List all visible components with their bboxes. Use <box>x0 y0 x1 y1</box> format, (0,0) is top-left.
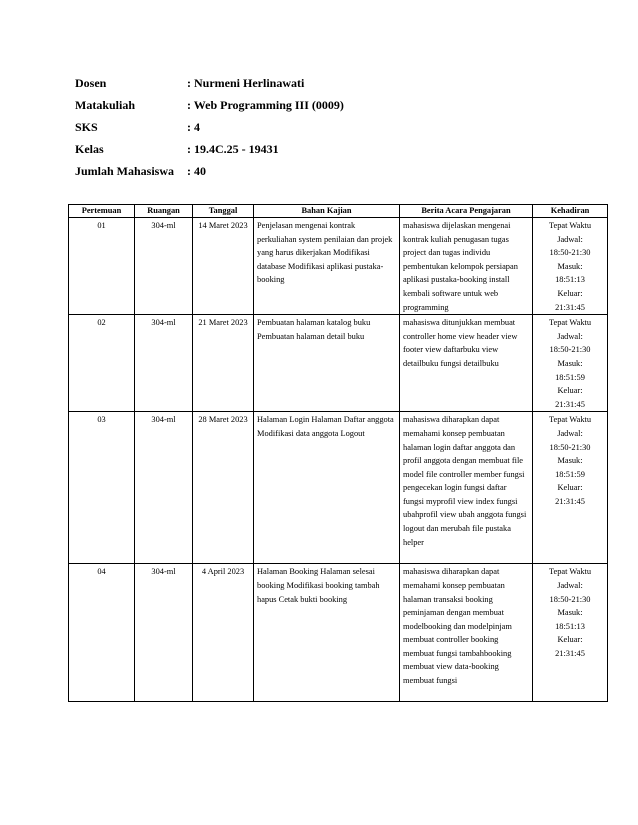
schedule-time: 18:50-21:30 <box>549 594 591 604</box>
room: 304-ml <box>135 218 193 315</box>
check-in-label: Masuk: <box>557 261 583 271</box>
schedule-time: 18:50-21:30 <box>549 442 591 452</box>
check-in-time: 18:51:13 <box>555 275 585 285</box>
check-out-label: Keluar: <box>557 483 583 493</box>
column-header: Tanggal <box>193 205 254 218</box>
attendance <box>533 564 608 702</box>
attendance-status: Tepat Waktu <box>548 221 592 230</box>
check-in-label: Masuk: <box>557 608 583 618</box>
study-material: Halaman Booking Halaman selesai booking Modifikasi booking tambah hapus Cetak bukti booking <box>254 564 400 702</box>
teaching-log-table <box>68 204 608 702</box>
meeting-number: 03 <box>69 412 135 564</box>
check-in-time: 18:51:59 <box>555 469 585 479</box>
field-label: Matakuliah <box>75 98 136 112</box>
table-row <box>69 218 608 315</box>
schedule-label: Jadwal: <box>557 234 583 244</box>
course-info-header <box>75 72 344 182</box>
check-out-label: Keluar: <box>557 288 583 298</box>
field-value: : Nurmeni Herlinawati <box>187 76 305 90</box>
lecturer-row <box>75 72 344 94</box>
attendance-status: Tepat Waktu <box>548 415 592 425</box>
check-in-label: Masuk: <box>557 358 583 368</box>
study-material: Halaman Login Halaman Daftar anggota Modifikasi data anggota Logout <box>254 412 400 564</box>
table-row <box>69 315 608 412</box>
field-value: : 4 <box>187 120 200 134</box>
check-in-time: 18:51:59 <box>555 372 585 382</box>
check-out-time: 21:31:45 <box>555 648 585 658</box>
teaching-report: mahasiswa dijelaskan mengenai kontrak kuliah penugasan tugas project dan tugas individu pembentukan kelompok persiapan aplikasi pustaka-booking install kembali software untuk web programming <box>400 218 533 315</box>
schedule-label: Jadwal: <box>557 580 583 590</box>
room: 304-ml <box>135 564 193 702</box>
table-row <box>69 564 608 702</box>
schedule-time: 18:50-21:30 <box>549 248 591 258</box>
schedule-label: Jadwal: <box>557 331 583 341</box>
meeting-number: 02 <box>69 315 135 412</box>
check-out-label: Keluar: <box>557 386 583 396</box>
field-value: : 40 <box>187 164 206 178</box>
credits-row <box>75 116 344 138</box>
attendance <box>533 315 608 412</box>
field-label: SKS <box>75 120 98 134</box>
check-out-time: 21:31:45 <box>555 302 585 312</box>
check-in-time: 18:51:13 <box>555 621 585 631</box>
teaching-report: mahasiswa diharapkan dapat memahami konsep pembuatan halaman login daftar anggota dan profil anggota dengan membuat file model file controller member fungsi pengecekan login fungsi daftar fungsi myprofil view index fungsi ubahprofil view ubah anggota fungsi logout dan merubah file pustaka helper <box>400 412 533 564</box>
meeting-number: 04 <box>69 564 135 702</box>
attendance <box>533 412 608 564</box>
check-in-label: Masuk: <box>557 456 583 466</box>
column-header: Ruangan <box>135 205 193 218</box>
field-label: Jumlah Mahasiswa <box>75 164 175 178</box>
table-header-row <box>69 205 608 218</box>
date: 4 April 2023 <box>193 564 254 702</box>
column-header: Berita Acara Pengajaran <box>400 205 533 218</box>
check-out-time: 21:31:45 <box>555 399 585 409</box>
attendance-status: Tepat Waktu <box>548 567 592 577</box>
attendance <box>533 218 608 315</box>
teaching-report: mahasiswa diharapkan dapat memahami konsep pembuatan halaman transaksi booking peminjaman dengan membuat modelbooking dan modelpinjam membuat controller booking membuat fungsi tambahbooking membuat view data-booking membuat fungsi <box>400 564 533 702</box>
column-header: Pertemuan <box>69 205 135 218</box>
meeting-number: 01 <box>69 218 135 315</box>
study-material: Penjelasan mengenai kontrak perkuliahan system penilaian dan projek yang harus dikerjakan Modifikasi database Modifikasi aplikasi pustaka-booking <box>254 218 400 315</box>
column-header: Bahan Kajian <box>254 205 400 218</box>
attendance-status: Tepat Waktu <box>548 318 592 328</box>
field-label: Dosen <box>75 76 107 90</box>
study-material: Pembuatan halaman katalog buku Pembuatan halaman detail buku <box>254 315 400 412</box>
teaching-report: mahasiswa ditunjukkan membuat controller home view header view footer view daftarbuku view detailbuku fungsi detailbuku <box>400 315 533 412</box>
check-out-time: 21:31:45 <box>555 496 585 506</box>
field-value: : 19.4C.25 - 19431 <box>187 142 279 156</box>
room: 304-ml <box>135 315 193 412</box>
check-out-label: Keluar: <box>557 635 583 645</box>
field-label: Kelas <box>75 142 104 156</box>
class-row <box>75 138 344 160</box>
course-row <box>75 94 344 116</box>
table-row <box>69 412 608 564</box>
date: 28 Maret 2023 <box>193 412 254 564</box>
schedule-time: 18:50-21:30 <box>549 345 591 355</box>
date: 14 Maret 2023 <box>193 218 254 315</box>
student-count-row <box>75 160 344 182</box>
column-header: Kehadiran <box>533 205 608 218</box>
schedule-label: Jadwal: <box>557 428 583 438</box>
field-value: : Web Programming III (0009) <box>187 98 344 112</box>
date: 21 Maret 2023 <box>193 315 254 412</box>
room: 304-ml <box>135 412 193 564</box>
